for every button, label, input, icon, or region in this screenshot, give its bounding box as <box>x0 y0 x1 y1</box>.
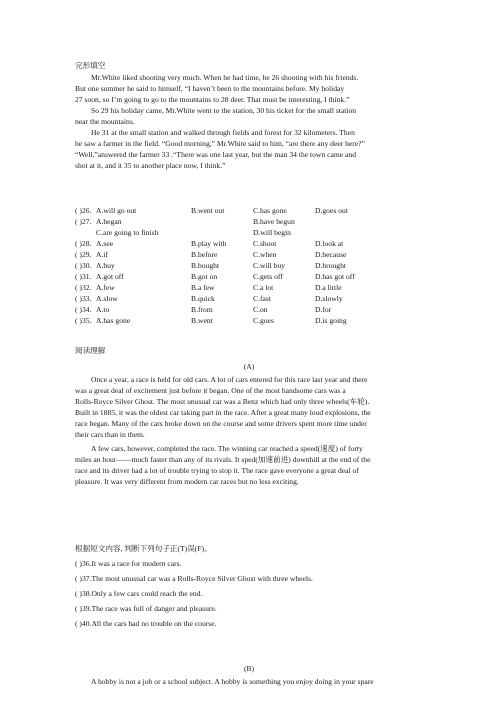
option-a: A.slow <box>96 294 118 303</box>
option-a: A.will go out <box>96 206 137 215</box>
question-number: ( )35. <box>75 316 92 325</box>
option-c: C.has gone <box>253 206 287 215</box>
cloze-line: But one summer he said to himself, “I haven’t been to the mountains before. My holiday <box>75 84 345 93</box>
question-number: ( )28. <box>75 239 92 248</box>
question-row <box>75 238 425 249</box>
tf-item: ( )38.Only a few cars could reach the end. <box>75 589 203 598</box>
option-d: D.slowly <box>315 294 343 303</box>
cloze-line: Mr.White liked shooting very much. When he had time, he 26 shooting with his friends. <box>91 73 359 82</box>
option-d: D.is going <box>315 316 347 325</box>
option-b: B.bought <box>191 261 220 270</box>
option-d: D.for <box>315 305 332 314</box>
passage-line: their cars than in them. <box>75 430 145 439</box>
option-b: B.before <box>191 250 218 259</box>
passage-b <box>75 676 423 687</box>
option-a: A.to <box>96 305 110 314</box>
option-a: A.began <box>96 217 122 226</box>
passage-line: A hobby is not a job or a school subject. A hobby is something you enjoy doing in your spare <box>91 677 374 686</box>
option-b: B.play with <box>191 239 227 248</box>
question-number: ( )30. <box>75 261 92 270</box>
cloze-heading: 完形填空 <box>75 61 106 70</box>
question-row <box>75 304 425 315</box>
question-row <box>75 249 425 260</box>
question-number: ( )32. <box>75 283 92 292</box>
passage-line: A few cars, however, completed the race. The winning car reached a speed(速度) of forty <box>91 444 363 453</box>
option-b: B.quick <box>191 294 215 303</box>
question-row <box>75 216 425 227</box>
tf-item: ( )36.It was a race for modern cars. <box>75 559 182 568</box>
tf-item: ( )40.All the cars had no trouble on the course. <box>75 619 217 628</box>
option-c: C.a lot <box>253 283 274 292</box>
option-a: A.if <box>96 250 109 259</box>
question-number: ( )27. <box>75 217 92 226</box>
passage-line: race and its driver had a lot of trouble trying to stop it. The race gave everyone a great deal of <box>75 466 359 475</box>
question-row <box>75 205 425 216</box>
question-row <box>75 282 425 293</box>
option-c: C.fast <box>253 294 271 303</box>
option-c: C.goes <box>253 316 274 325</box>
passage-a-label: (A) <box>243 362 255 371</box>
option-d: D.a little <box>315 283 342 292</box>
passage-line: Rolls-Royce Silver Ghost. The most unusual car was a Benz which had only three wheels(车轮). <box>75 397 370 406</box>
question-row <box>75 271 425 282</box>
cloze-line: shot at it, and it 35 to another place now, I think.” <box>75 161 226 170</box>
option-d: D.goes out <box>315 206 348 215</box>
option-a: A.got off <box>96 272 124 281</box>
passage-b-label: (B) <box>243 664 255 673</box>
option-a: A.buy <box>96 261 115 270</box>
passage-line: Once a year, a race is held for old cars. A lot of cars entered for this race last year and there <box>91 375 368 384</box>
passage-line: miles an hour——much faster than any of its rivals. It sped(加速前进) downhill at the end of the <box>75 455 371 464</box>
passage-line: race began. Many of the cars broke down on the course and some drivers spent more time under <box>75 419 367 428</box>
option-c: C.shoot <box>253 239 277 248</box>
passage-line: was a great deal of excitement just before it began. One of the most handsome cars was a <box>75 386 346 395</box>
option-d: D.because <box>315 250 347 259</box>
cloze-line: “Well,”answered the farmer 33 .“There was one last year, but the man 34 the town came and <box>75 150 356 159</box>
question-number: ( )29. <box>75 250 92 259</box>
cloze-line: 27 soon, so I’m going to go to the mountains to 28 deer. That must be interesting, I think.” <box>75 95 350 104</box>
option-d: D.will begin <box>253 228 291 237</box>
cloze-line: So 29 his holiday came, Mr.White went to the station, 30 his ticket for the small station <box>91 106 357 115</box>
option-d: D.has got off <box>315 272 355 281</box>
passage-a <box>75 374 423 487</box>
cloze-options <box>75 205 425 326</box>
tf-instruction: 根据短文内容, 判断下列句子正(T)误(F)。 <box>75 544 212 553</box>
question-number: ( )34. <box>75 305 92 314</box>
option-d: D.look at <box>315 239 344 248</box>
cloze-section <box>75 60 423 71</box>
option-b: B.a few <box>191 283 215 292</box>
tf-questions <box>75 558 423 633</box>
option-b: B.went out <box>191 206 225 215</box>
option-a: A.few <box>96 283 115 292</box>
option-b: B.from <box>191 305 213 314</box>
cloze-line: He 31 at the small station and walked through fields and forest for 32 kilometers. Then <box>91 128 355 137</box>
cloze-passage <box>75 72 423 171</box>
option-c: C.will buy <box>253 261 286 270</box>
option-d: D.brought <box>315 261 347 270</box>
option-a: A.has gone <box>96 316 131 325</box>
option-b: B.got on <box>191 272 218 281</box>
passage-line: pleasure. It was very different from modern car races but no less exciting. <box>75 477 299 486</box>
option-c: C.on <box>253 305 268 314</box>
option-b: B.went <box>191 316 213 325</box>
cloze-line: near the mountains. <box>75 117 135 126</box>
option-c: C.are going to finish <box>96 228 159 237</box>
question-number: ( )31. <box>75 272 92 281</box>
reading-heading: 阅读理解 <box>75 346 106 355</box>
question-row <box>75 227 425 238</box>
question-number: ( )33. <box>75 294 92 303</box>
tf-item: ( )37.The most unusual car was a Rolls-Royce Silver Ghost with three wheels. <box>75 574 313 583</box>
question-number: ( )26. <box>75 206 92 215</box>
option-c: C.gets off <box>253 272 283 281</box>
cloze-line: he saw a farmer in the field. “Good morning,” Mr.White said to him, “are there any deer here?” <box>75 139 365 148</box>
tf-item: ( )39.The race was full of danger and pleasure. <box>75 604 217 613</box>
question-row <box>75 293 425 304</box>
option-a: A.see <box>96 239 114 248</box>
option-c: C.when <box>253 250 277 259</box>
question-row <box>75 260 425 271</box>
option-b: B.have begun <box>253 217 295 226</box>
passage-line: Built in 1885, it was the oldest car taking part in the race. After a great many loud explosions, the <box>75 408 371 417</box>
question-row <box>75 315 425 326</box>
